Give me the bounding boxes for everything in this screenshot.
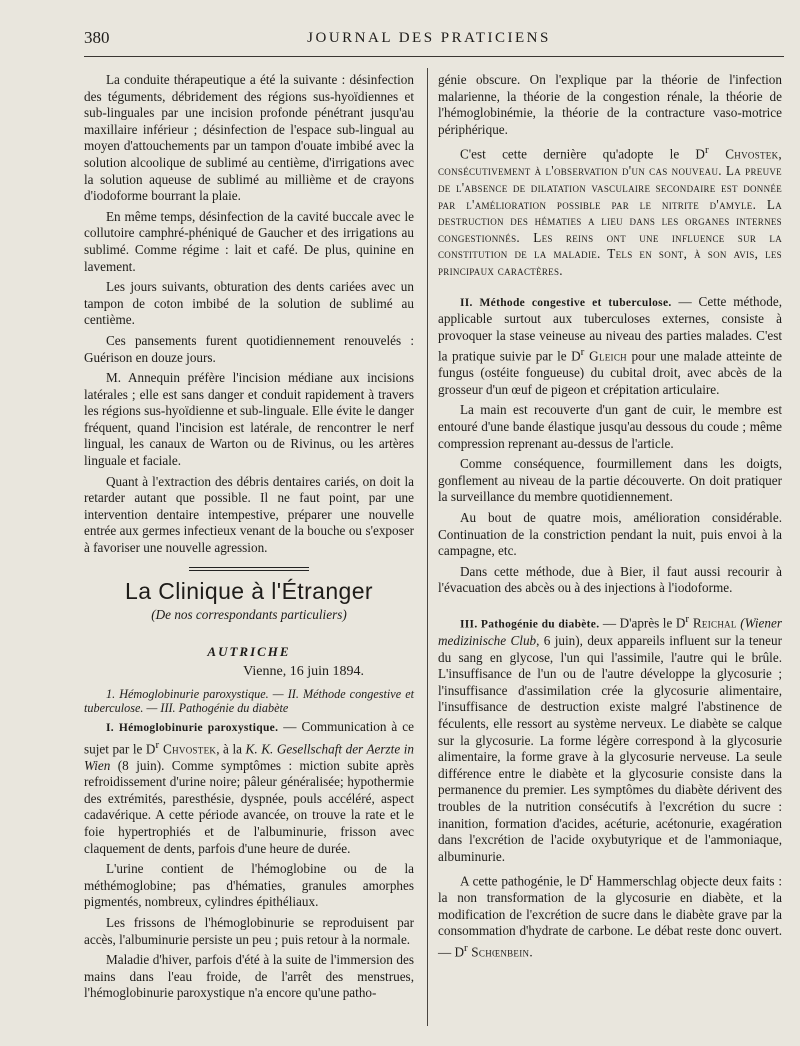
paragraph: La conduite thérapeutique a été la suivante : désinfection des téguments, débridement des régions sus-hyoïdiennes et sub-linguales par une incision profonde pénétrant jusqu'au maxillaire inférieur ; désinfection de l'espace sub-lingual au moyen d'attouchements par un tampon d'ouate imbibé avec la solution alcoolique de sublimé au centième, d'irrigations avec la solution aqueuse de sublimé au millième et de crayons d'iodoforme bourrant la plaie. (84, 72, 414, 204)
left-column (84, 72, 414, 1006)
article-summary: 1. Hémoglobinurie paroxystique. — II. Méthode congestive et tuberculose. — III. Pathogénie du diabète (84, 687, 414, 715)
section-label: I. Hémoglobinurie paroxystique. (106, 722, 279, 734)
author-name: Reichal (689, 615, 737, 631)
author-name: Chvostek (159, 740, 217, 756)
paragraph-closing: A cette pathogénie, le $D^r$ Hammerschlag objecte deux faits : la non transformation de la glycosurie en diabète, et la modification de l'excrétion de sucre dans le diabète grave par la consommation d'hydrate de carbone. Le débat reste donc ouvert. — $D^r$ Schœnbein. (438, 871, 782, 960)
paragraph: génie obscure. On l'explique par la théorie de l'infection malarienne, la théorie de la congestion rénale, la théorie de l'hémoglobinémie, la théorie de la contracture vaso-motrice périphérique. (438, 72, 782, 137)
paragraph: Ces pansements furent quotidiennement renouvelés : Guérison en douze jours. (84, 332, 414, 365)
right-column (438, 72, 782, 965)
section-divider (189, 567, 309, 571)
author-name: Gleich (584, 348, 627, 364)
society-name: K. K. Gesellschaft der Aerzte in Wien (84, 740, 414, 773)
signature: Schœnbein (467, 944, 530, 960)
paragraph: C'est cette dernière qu'adopte le $D^r$ Chvostek, consécutivement à l'observation d'un cas nouveau. La preuve de l'absence de dilatation vasculaire secondaire est donnée par l'amélioration possible par le nitrite d'amyle. La destruction des hématies a lieu dans les organes internes congestionnés. Les reins ont une influence sur la constitution de la maladie. Tels en sont, à son avis, les principaux caractères. (438, 144, 782, 278)
header-rule (84, 56, 784, 57)
paragraph: Les frissons de l'hémoglobinurie se reproduisent par accès, l'albuminurie persiste un peu ; puis retour à la normale. (84, 914, 414, 947)
paragraph: Au bout de quatre mois, amélioration considérable. Continuation de la constriction pendant la nuit, puis envoi à la campagne, etc. (438, 510, 782, 559)
paragraph: M. Annequin préfère l'incision médiane aux incisions latérales ; elle est sans danger et conduit rapidement à travers les régions sus-hyoïdienne et sub-linguale. Elle évite le danger fréquent, quand l'incision est latérale, de rencontrer le nerf lingual, les canaux de Warton ou de Rivinus, ou les artères linguale et faciale. (84, 370, 414, 469)
paragraph-section-ii: II. Méthode congestive et tuberculose. — Cette méthode, applicable surtout aux tuberculoses externes, consiste à provoquer la stase veineuse au niveau des parties malades. C'est la pratique suivie par le $D^r$ Gleich pour une malade atteinte de fungus (ostéite fongueuse) du cubital droit, avec abcès de la grosseur d'un œuf de pigeon et crépitation articulaire. (438, 293, 783, 397)
paragraph: L'urine contient de l'hémoglobine ou de la méthémoglobine; pas d'hématies, granules amorphes pigmentés, nombreux, cylindres épithéliaux. (84, 861, 414, 910)
paragraph-section-i: I. Hémoglobinurie paroxystique. — Communication à ce sujet par le $D^r$ Chvostek, à la K. K. Gesellschaft der Aerzte in Wien (8 juin). Comme symptômes : miction subite après refroidissement d'urine noire; pâleur généralisée; hypothermie des extrémités, paresthésie, dyspnée, pouls accéléré, aspect cadavérique. A cette période avancée, on trouve la rate et le foie hypertrophiés et de l'albuminurie, frisson avec claquement de dents, parfois d'une heure de durée. (84, 719, 414, 856)
paragraph: Quant à l'extraction des débris dentaires cariés, on doit la retarder autant que possible. Il ne faut point, par une intervention dentaire intempestive, préparer une nouvelle entrée aux germes infectieux venant de la bouche ou s'exposer à favoriser une nouvelle agression. (84, 473, 414, 556)
country-heading: AUTRICHE (207, 643, 291, 659)
paragraph: Les jours suivants, obturation des dents cariées avec un tampon de coton imbibé de la solution de sublimé au centième. (84, 279, 414, 328)
page-number: 380 (84, 28, 110, 47)
dateline: Vienne, 16 juin 1894. (243, 664, 364, 680)
section-label: II. Méthode congestive et tuberculose. (460, 296, 672, 309)
column-divider (427, 68, 428, 1026)
author-name: Chvostek, consécutivement à l'observation d'un cas nouveau. La preuve de l'absence de dilatation vasculaire secondaire est donnée par l'amélioration possible par le nitrite d'amyle. La destruction des hématies a lieu dans les organes internes congestionnés. Les reins ont une influence sur la constitution de la maladie. Tels en sont, à son avis, les principaux caractères. (438, 146, 782, 278)
paragraph: Comme conséquence, fourmillement dans les doigts, gonflement au niveau de la partie découverte. On doit pratiquer la surveillance du membre quotidiennement. (438, 456, 782, 505)
paragraph: La main est recouverte d'un gant de cuir, le membre est entouré d'une bande élastique jusqu'au dessous du coude ; même compression reprenant au-dessus de l'article. (438, 402, 782, 451)
running-title: JOURNAL DES PRATICIENS (307, 30, 551, 46)
paragraph: Maladie d'hiver, parfois d'été à la suite de l'immersion des mains dans l'eau froide, de l'arrêt des menstrues, l'hémoglobinurie paroxystique n'a encore qu'une patho- (84, 952, 414, 1001)
page-header (84, 28, 774, 54)
journal-name: (Wiener medizinische Club (438, 615, 782, 648)
section-title: La Clinique à l'Étranger (125, 577, 373, 604)
paragraph: Dans cette méthode, due à Bier, il faut aussi recourir à l'évacuation des abcès ou à des injections à l'iodoforme. (438, 563, 782, 596)
section-subtitle: (De nos correspondants particuliers) (151, 607, 347, 623)
paragraph-section-iii: III. Pathogénie du diabète. — D'après le $D^r$ Reichal (Wiener medizinische Club, 6 juin), deux appareils influent sur la teneur du sang en glycose, l'un qui l'assimile, l'autre qui le brûle. L'insuffisance de l'un ou de l'autre développe la glycosurie ; l'insuffisance d'assimilation crée la glycosurie alimentaire, l'insuffisance de destruction existe malgré l'abstinence de féculents, elle ressort au système nerveux. Le diabète se calque sur la glycosurie. La forme légère correspond à la glycosurie alimentaire, la forme grave à la glycosurie nerveuse. La seule différence entre le diabète et la glycosurie consiste dans la permanence du premier. Les symptômes du diabète dérivent des troubles de la nutrition consécutifs à l'excrétion du sucre : inanition, formation d'acides, acéturie, acétonurie, exagération dans l'excrétion de l'acide oxybutyrique et de l'ammoniaque, albuminurie. (438, 613, 782, 864)
paragraph: En même temps, désinfection de la cavité buccale avec le collutoire camphré-phéniqué de Gaucher et des irrigations au sublimé. Comme régime : lait et café. De plus, quinine en lavement. (84, 208, 414, 274)
section-label: III. Pathogénie du diabète. (460, 618, 600, 631)
